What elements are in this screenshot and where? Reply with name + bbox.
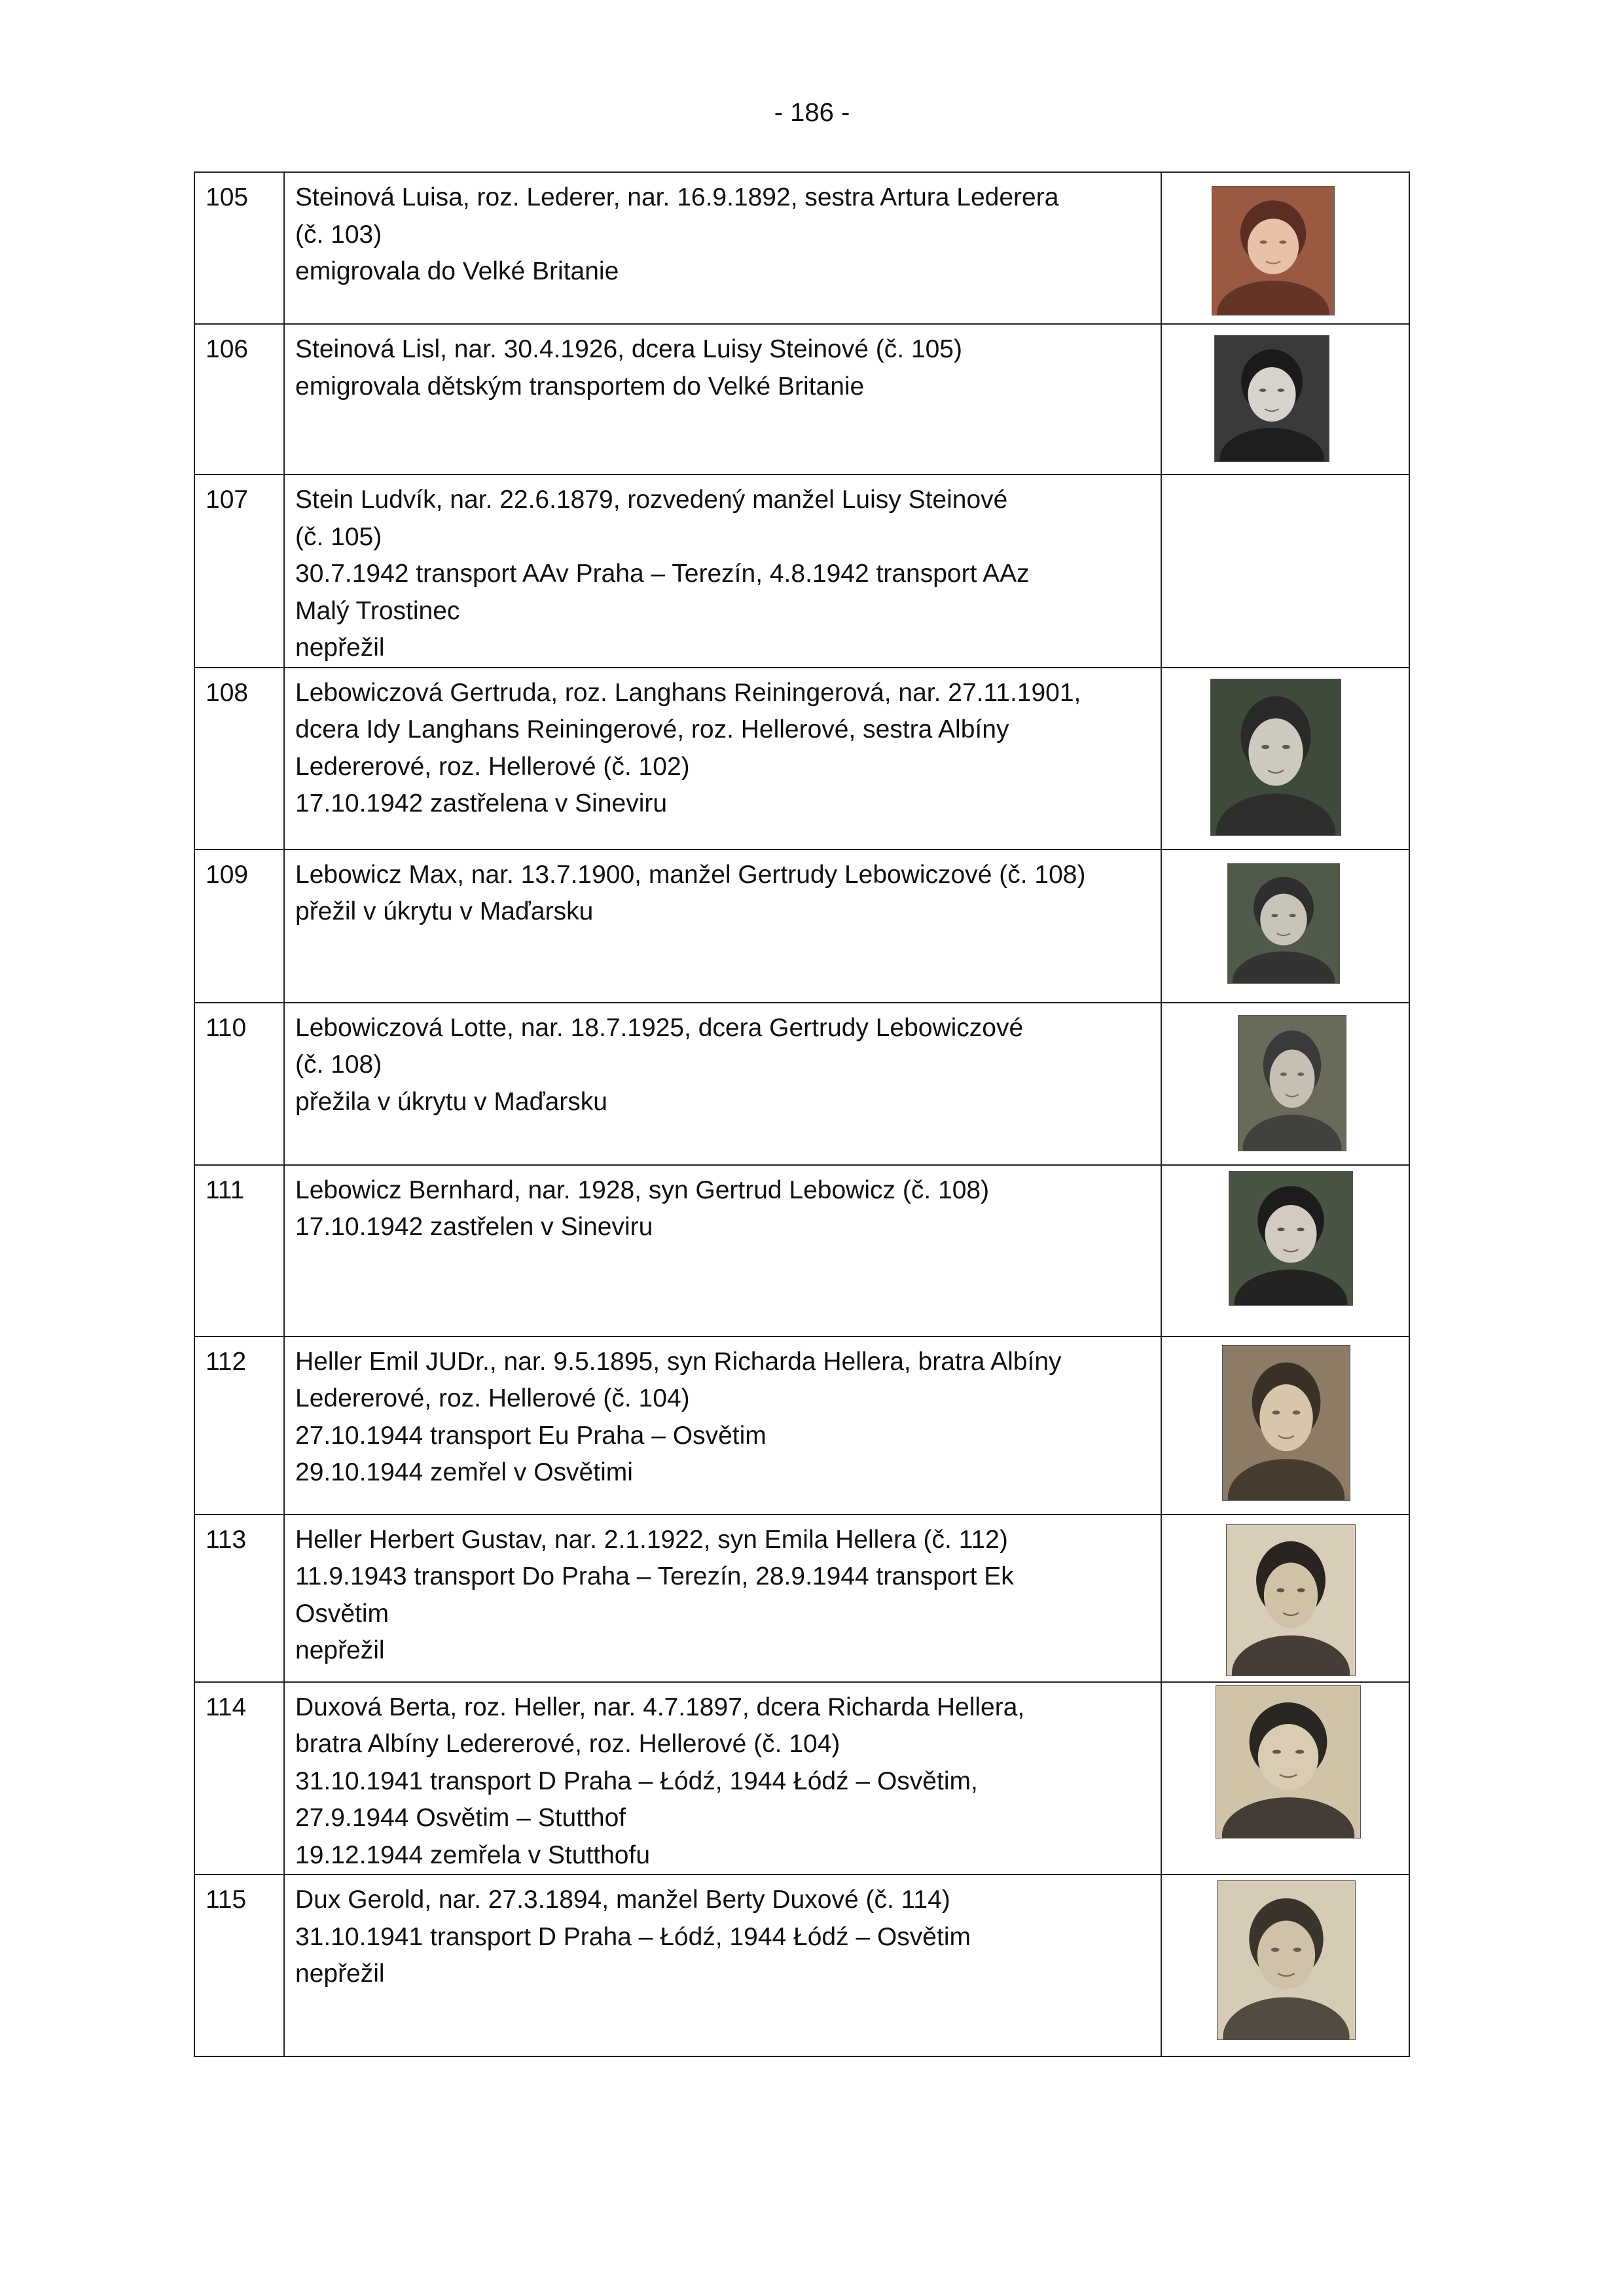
portrait-photo [1227,863,1340,984]
entry-line: nepřežil [295,1636,385,1664]
portrait-photo [1238,1015,1346,1151]
entry-text [284,1874,1161,2056]
photo-cell [1161,1682,1409,1875]
entry-line: 17.10.1942 zastřelen v Sineviru [295,1213,653,1241]
portrait-image [1229,1172,1352,1305]
entry-number: 109 [194,850,284,1003]
portrait-image [1212,187,1334,315]
entry-line: 11.9.1943 transport Do Praha – Terezín, 28.9.1944 transport Ek [295,1562,1014,1590]
entry-line: Lebowicz Max, nar. 13.7.1900, manžel Gertrudy Lebowiczové (č. 108) [295,860,1086,889]
table-row [194,850,1409,1003]
table-row [194,1874,1409,2056]
records-body [194,172,1409,2056]
entry-text [284,1336,1161,1515]
entry-line: dcera Idy Langhans Reiningerové, roz. Hellerové, sestra Albíny [295,715,1009,744]
entry-line: Duxová Berta, roz. Heller, nar. 4.7.1897, dcera Richarda Hellera, [295,1693,1025,1721]
portrait-image [1218,1881,1355,2039]
entry-number: 115 [194,1874,284,2056]
entry-number: 105 [194,172,284,324]
entry-line: Osvětim [295,1599,389,1628]
table-row [194,475,1409,668]
photo-cell [1161,668,1409,850]
table-row [194,1003,1409,1165]
table-row [194,172,1409,324]
entry-line: emigrovala dětským transportem do Velké Britanie [295,372,865,401]
photo-cell [1161,1874,1409,2056]
entry-text [284,1165,1161,1336]
entry-number: 112 [194,1336,284,1515]
entry-line: Lebowicz Bernhard, nar. 1928, syn Gertrud Lebowicz (č. 108) [295,1175,990,1204]
table-row [194,668,1409,850]
entry-text [284,324,1161,475]
entry-line: bratra Albíny Ledererové, roz. Hellerové (č. 104) [295,1730,840,1758]
entry-line: Heller Herbert Gustav, nar. 2.1.1922, syn Emila Hellera (č. 112) [295,1525,1008,1554]
entry-number: 107 [194,475,284,668]
entry-line: 31.10.1941 transport D Praha – Łódź, 1944 Łódź – Osvětim [295,1922,971,1951]
entry-line: emigrovala do Velké Britanie [295,257,619,285]
entry-line: 29.10.1944 zemřel v Osvětimi [295,1458,633,1486]
photo-cell [1161,475,1409,668]
photo-cell [1161,850,1409,1003]
entry-line: 27.10.1944 transport Eu Praha – Osvětim [295,1421,767,1450]
portrait-photo [1214,335,1329,462]
entry-text [284,1515,1161,1682]
portrait-image [1228,864,1339,983]
table-row [194,1682,1409,1875]
portrait-image [1216,1686,1360,1838]
entry-text [284,1003,1161,1165]
entry-line: Lebowiczová Gertruda, roz. Langhans Reiningerová, nar. 27.11.1901, [295,678,1081,707]
entry-number: 106 [194,324,284,475]
portrait-photo [1210,679,1341,836]
table-row [194,1165,1409,1336]
portrait-image [1223,1346,1350,1500]
photo-cell [1161,172,1409,324]
entry-number: 113 [194,1515,284,1682]
entry-line: Heller Emil JUDr., nar. 9.5.1895, syn Richarda Hellera, bratra Albíny [295,1347,1062,1376]
entry-line: 31.10.1941 transport D Praha – Łódź, 1944 Łódź – Osvětim, [295,1767,978,1795]
entry-number: 110 [194,1003,284,1165]
entry-line: (č. 105) [295,522,382,551]
portrait-photo [1216,1685,1361,1839]
entry-line: nepřežil [295,634,385,662]
portrait-photo [1212,186,1335,315]
portrait-photo [1222,1345,1350,1501]
records-table [194,171,1410,2057]
photo-cell [1161,1336,1409,1515]
photo-cell [1161,324,1409,475]
portrait-photo [1226,1524,1356,1676]
entry-line: (č. 108) [295,1050,382,1079]
entry-line: Ledererové, roz. Hellerové (č. 104) [295,1384,690,1412]
photo-cell [1161,1003,1409,1165]
portrait-image [1211,679,1341,835]
entry-line: 17.10.1942 zastřelena v Sineviru [295,789,668,817]
portrait-image [1227,1525,1355,1676]
entry-text [284,1682,1161,1875]
entry-text [284,850,1161,1003]
table-row [194,324,1409,475]
entry-number: 108 [194,668,284,850]
page-number: - 186 - [774,98,850,127]
entry-line: Steinová Luisa, roz. Lederer, nar. 16.9.1892, sestra Artura Lederera [295,183,1059,211]
entry-line: přežila v úkrytu v Maďarsku [295,1087,607,1116]
entry-number: 111 [194,1165,284,1336]
entry-line: Malý Trostinec [295,596,460,625]
entry-line: 30.7.1942 transport AAv Praha – Terezín, 4.8.1942 transport AAz [295,560,1030,588]
entry-line: nepřežil [295,1960,385,1988]
entry-line: (č. 103) [295,220,382,249]
entry-line: 19.12.1944 zemřela v Stutthofu [295,1840,651,1869]
photo-cell [1161,1515,1409,1682]
entry-number: 114 [194,1682,284,1875]
entry-text [284,668,1161,850]
entry-line: přežil v úkrytu v Maďarsku [295,897,594,925]
portrait-photo [1217,1880,1356,2040]
entry-line: Lebowiczová Lotte, nar. 18.7.1925, dcera Gertrudy Lebowiczové [295,1013,1024,1042]
portrait-image [1215,336,1329,461]
entry-line: 27.9.1944 Osvětim – Stutthof [295,1804,626,1832]
table-row [194,1515,1409,1682]
entry-text [284,172,1161,324]
entry-line: Dux Gerold, nar. 27.3.1894, manžel Berty Duxové (č. 114) [295,1886,950,1914]
entry-line: Steinová Lisl, nar. 30.4.1926, dcera Luisy Steinové (č. 105) [295,335,962,363]
entry-line: Ledererové, roz. Hellerové (č. 102) [295,752,690,781]
portrait-photo [1229,1171,1353,1306]
entry-line: Stein Ludvík, nar. 22.6.1879, rozvedený manžel Luisy Steinové [295,486,1008,514]
photo-cell [1161,1165,1409,1336]
portrait-image [1238,1016,1346,1151]
table-row [194,1336,1409,1515]
entry-text [284,475,1161,668]
